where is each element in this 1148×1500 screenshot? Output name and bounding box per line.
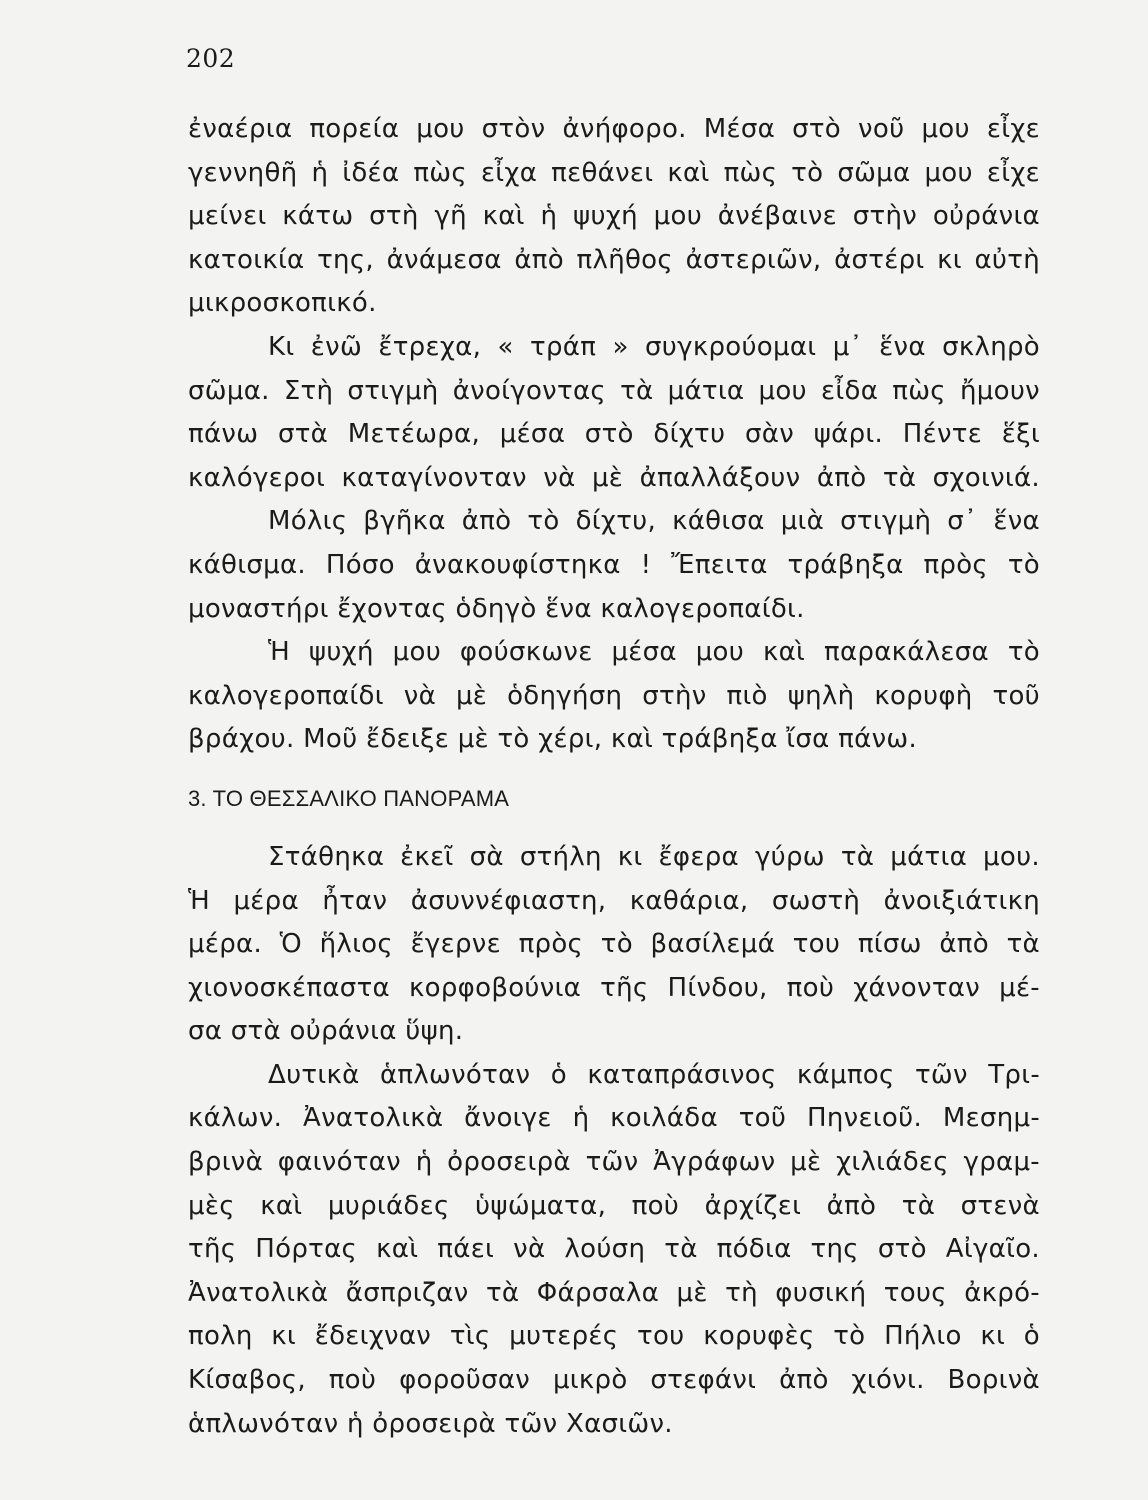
paragraph	[188, 326, 1040, 500]
text-line: κάθισμα. Πόσο ἀνακουφίστηκα ! Ἔπειτα τράβηξα πρὸς τὸ	[188, 549, 1040, 580]
text-line: ἁπλωνόταν ἡ ὀροσειρὰ τῶν Χασιῶν.	[188, 1408, 673, 1439]
paragraph	[188, 1054, 1040, 1446]
text-line: κατοικία της, ἀνάμεσα ἀπὸ πλῆθος ἀστεριῶν, ἀστέρι κι αὐτὴ	[188, 244, 1040, 275]
text-line: πάνω στὰ Μετέωρα, μέσα στὸ δίχτυ σὰν ψάρι. Πέντε ἕξι	[188, 419, 1040, 450]
text-line: Ἡ μέρα ἦταν ἀσυννέφιαστη, καθάρια, σωστὴ ἀνοιξιάτικη	[188, 885, 1040, 916]
text-line: κάλων. Ἀνατολικὰ ἄνοιγε ἡ κοιλάδα τοῦ Πηνειοῦ. Μεσημ-	[188, 1103, 1040, 1134]
text-line: Δυτικὰ ἁπλωνόταν ὁ καταπράσινος κάμπος τῶν Τρι-	[268, 1059, 1040, 1090]
text-line: Ἀνατολικὰ ἄσπριζαν τὰ Φάρσαλα μὲ τὴ φυσική τους ἀκρό-	[188, 1277, 1040, 1308]
text-line: μὲς καὶ μυριάδες ὑψώματα, ποὺ ἀρχίζει ἀπὸ τὰ στενὰ	[188, 1190, 1040, 1221]
paragraph	[188, 500, 1040, 631]
text-line: Κίσαβος, ποὺ φοροῦσαν μικρὸ στεφάνι ἀπὸ χιόνι. Βορινὰ	[188, 1365, 1040, 1396]
text-line: ἐναέρια πορεία μου στὸν ἀνήφορο. Μέσα στὸ νοῦ μου εἶχε	[188, 114, 1040, 144]
text-line: μοναστήρι ἔχοντας ὁδηγὸ ἕνα καλογεροπαίδι.	[188, 593, 805, 624]
text-line: Κι ἐνῶ ἔτρεχα, « τράπ » συγκρούομαι μ᾽ ἕνα σκληρὸ	[268, 331, 1040, 362]
text-line: βρινὰ φαινόταν ἡ ὀροσειρὰ τῶν Ἀγράφων μὲ χιλιάδες γραμ-	[188, 1147, 1040, 1178]
paragraph	[188, 631, 1040, 762]
paragraph	[188, 108, 1040, 326]
paragraph	[188, 836, 1040, 1054]
text-line: μικροσκοπικό.	[188, 288, 377, 319]
text-line: Ἡ ψυχή μου φούσκωνε μέσα μου καὶ παρακάλεσα τὸ	[268, 637, 1040, 668]
text-line: βράχου. Μοῦ ἔδειξε μὲ τὸ χέρι, καὶ τράβηξα ἴσα πάνω.	[188, 724, 918, 755]
text-line: πολη κι ἔδειχναν τὶς μυτερές του κορυφὲς τὸ Πήλιο κι ὁ	[188, 1321, 1040, 1352]
text-line: μείνει κάτω στὴ γῆ καὶ ἡ ψυχή μου ἀνέβαινε στὴν οὐράνια	[188, 201, 1040, 232]
text-line: τῆς Πόρτας καὶ πάει νὰ λούση τὰ πόδια της στὸ Αἰγαῖο.	[188, 1234, 1040, 1265]
text-line: Στάθηκα ἐκεῖ σὰ στήλη κι ἔφερα γύρω τὰ μάτια μου.	[268, 841, 1040, 872]
text-line: χιονοσκέπαστα κορφοβούνια τῆς Πίνδου, ποὺ χάνονταν μέ-	[188, 972, 1040, 1003]
text-line: καλογεροπαίδι νὰ μὲ ὁδηγήση στὴν πιὸ ψηλὴ κορυφὴ τοῦ	[188, 680, 1040, 711]
text-line: σα στὰ οὐράνια ὕψη.	[188, 1016, 464, 1047]
text-line: γεννηθῆ ἡ ἰδέα πὼς εἶχα πεθάνει καὶ πὼς τὸ σῶμα μου εἶχε	[188, 157, 1040, 188]
section-heading: 3. ΤΟ ΘΕΣΣΑΛΙΚΟ ΠΑΝΟΡΑΜΑ	[188, 785, 510, 811]
text-line: καλόγεροι καταγίνονταν νὰ μὲ ἀπαλλάξουν ἀπὸ τὰ σχοινιά.	[188, 462, 1040, 493]
text-line: Μόλις βγῆκα ἀπὸ τὸ δίχτυ, κάθισα μιὰ στιγμὴ σ᾽ ἕνα	[268, 506, 1040, 537]
text-line: σῶμα. Στὴ στιγμὴ ἀνοίγοντας τὰ μάτια μου εἶδα πὼς ἤμουν	[188, 375, 1040, 406]
body-text	[188, 108, 1040, 1446]
text-line: μέρα. Ὁ ἥλιος ἔγερνε πρὸς τὸ βασίλεμά του πίσω ἀπὸ τὰ	[188, 929, 1040, 960]
page-number: 202	[186, 44, 236, 73]
